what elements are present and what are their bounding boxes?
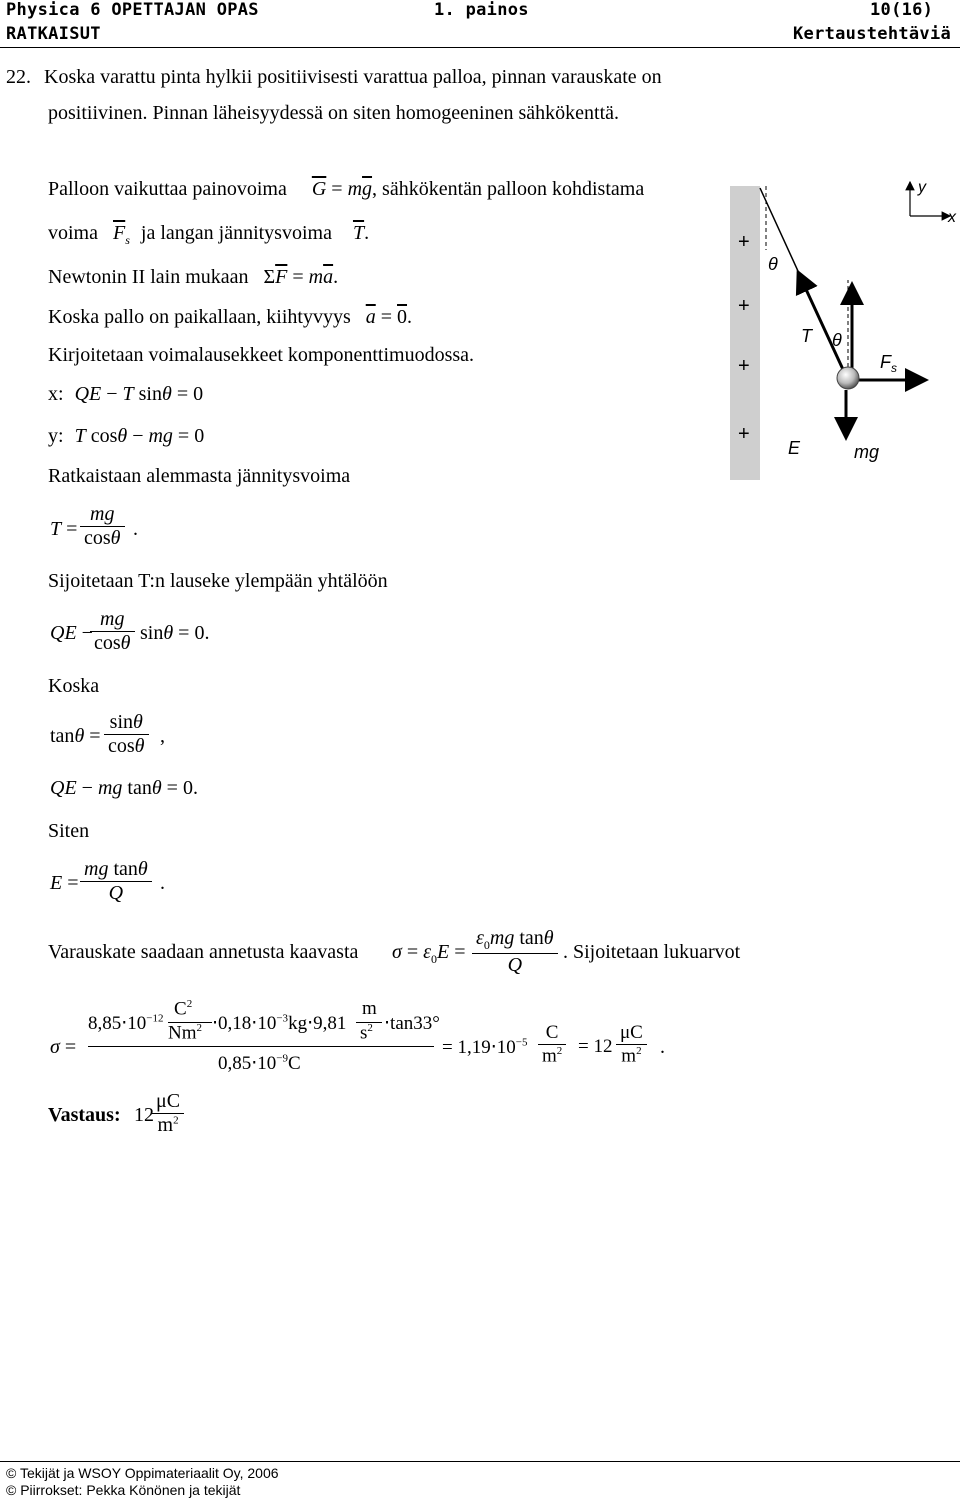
- chapter-title: Kertaustehtäviä: [793, 24, 952, 44]
- eq-newton: $\Sigma\overline{F} = m\overline{a}$: [263, 266, 334, 288]
- x-equation: x: QE − T sinθ = 0: [48, 383, 204, 405]
- footer-copyright: © Tekijät ja WSOY Oppimateriaalit Oy, 2006: [6, 1465, 279, 1481]
- forces-line-1: Palloon vaikuttaa painovoima $\overline{G} = m\overline{g}$, sähkökentän palloon kohdistama: [48, 178, 645, 200]
- numeric-result: = $1,19\cdot 10^{-5}$: [442, 1036, 528, 1058]
- plus-sign: +: [738, 423, 750, 445]
- eq-tan-lhs: tanθ =: [50, 725, 101, 747]
- fraction-sigma: $\varepsilon_0mg$ tanθ Q: [472, 927, 558, 977]
- charge-density-text: Varauskate saadaan annetusta kaavasta: [48, 941, 359, 963]
- theta-label: θ: [768, 254, 778, 274]
- forces-line-2: voima $\overline{F}_s$ ja langan jännitysvoima $\overline{T}$.: [48, 222, 370, 247]
- substitute-line: Sijoitetaan T:n lauseke ylempään yhtälöön: [48, 570, 388, 592]
- fraction-T: mg cosθ: [80, 503, 125, 550]
- y-axis-label: y: [918, 180, 926, 196]
- unit-uC-per-m2: μC $m^2$: [616, 1022, 647, 1067]
- y-equation: y: T cosθ − mg = 0: [48, 425, 205, 447]
- eq-substituted-lhs: QE −: [50, 622, 93, 644]
- answer-value: 12: [134, 1104, 154, 1126]
- koska-line: Koska: [48, 675, 100, 697]
- book-title: Physica 6 OPETTAJAN OPAS: [6, 0, 259, 20]
- siten-line: Siten: [48, 820, 90, 842]
- eq-numeric-sigma: σ =: [50, 1036, 77, 1058]
- problem-intro: [6, 66, 662, 89]
- fraction-E: mg tanθ Q: [80, 858, 152, 905]
- eq-sigma-lhs: $\sigma = \varepsilon_0E$ =: [392, 941, 466, 966]
- answer-label: Vastaus:: [48, 1104, 121, 1126]
- eq-T: $\overline{T}$: [352, 222, 365, 244]
- tension-arrow: [798, 272, 846, 376]
- pendulum-figure: [728, 180, 960, 480]
- charge-density-tail: . Sijoitetaan lukuarvot: [563, 941, 741, 963]
- eq-substituted-rhs: sinθ = 0.: [140, 622, 210, 644]
- answer-unit: μC $m^2$: [152, 1090, 184, 1137]
- section-title: RATKAISUT: [6, 24, 101, 44]
- intro-line-2: positiivinen. Pinnan läheisyydessä on siten homogeeninen sähkökenttä.: [48, 102, 620, 124]
- mg-label: mg: [854, 442, 880, 462]
- eq-a-zero: $\overline{a} = 0$: [365, 306, 408, 328]
- T-label: T: [801, 326, 812, 346]
- footer-rule: [0, 1461, 960, 1462]
- eq-T-lhs: T =: [50, 518, 78, 540]
- numeric-result-2: = 12: [578, 1036, 613, 1057]
- fraction-substituted: mg cosθ: [90, 608, 135, 655]
- plus-sign: +: [738, 231, 750, 253]
- ball: [837, 367, 859, 389]
- intro-line-1: Koska varattu pinta hylkii positiivisesti varattua palloa, pinnan varauskate on: [44, 66, 662, 88]
- x-axis-label: x: [948, 209, 956, 226]
- edition: 1. painos: [434, 0, 529, 20]
- Fs-label: $F_s$: [880, 352, 897, 375]
- plus-sign: +: [738, 295, 750, 317]
- footer-illustrations: © Piirrokset: Pekka Könönen ja tekijät: [6, 1482, 241, 1498]
- newton-line: Newtonin II lain mukaan $\Sigma\overline{F} = m\overline{a}$.: [48, 266, 339, 288]
- problem-number: 22.: [6, 66, 31, 88]
- solve-T-line: Ratkaistaan alemmasta jännitysvoima: [48, 465, 351, 487]
- numeric-denominator: $0,85\cdot 10^{-9}C$: [218, 1052, 301, 1074]
- fraction-tan: sinθ cosθ: [104, 711, 149, 758]
- eq-E-lhs: E =: [50, 872, 79, 894]
- plus-sign: +: [738, 355, 750, 377]
- theta-label-2: θ: [832, 330, 842, 350]
- unit-C-per-m2: C $m^2$: [538, 1022, 566, 1067]
- E-label: E: [788, 438, 801, 458]
- page-number: 10(16): [870, 0, 934, 20]
- numeric-main-bar: [88, 1046, 434, 1047]
- rest-line: Koska pallo on paikallaan, kiihtyvyys $\overline{a} = 0$.: [48, 306, 413, 328]
- eq-Fs: $\overline{F}_s$: [113, 222, 130, 247]
- eq-tan-substituted: QE − mg tanθ = 0.: [50, 777, 198, 799]
- components-line: Kirjoitetaan voimalausekkeet komponenttimuodossa.: [48, 344, 475, 366]
- header-rule: [0, 47, 960, 48]
- eq-gravity: $\overline{G} = m\overline{g}$: [311, 178, 373, 200]
